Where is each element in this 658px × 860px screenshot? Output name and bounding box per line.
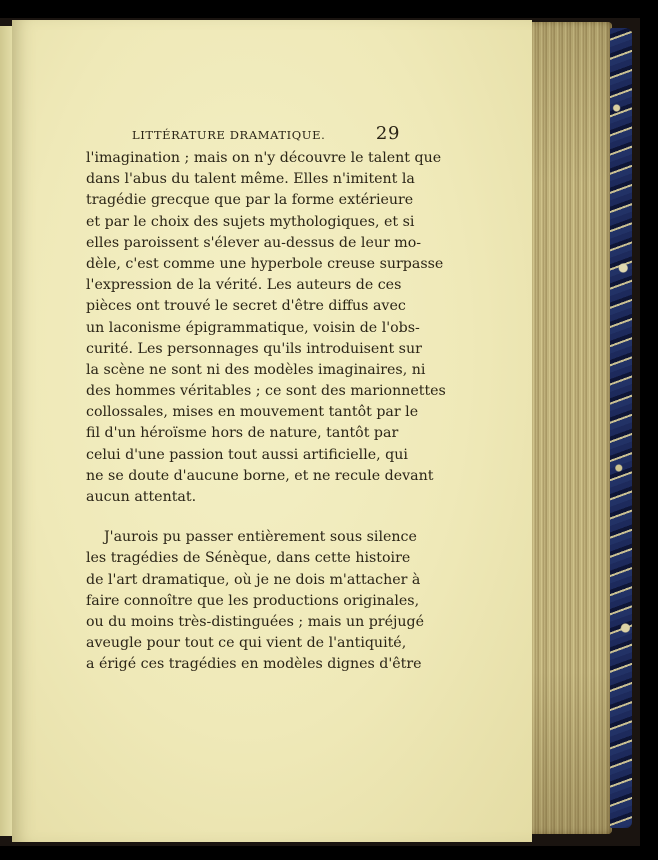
text-line: aucun attentat. [86, 489, 197, 505]
page-text [86, 148, 446, 676]
text-line: celui d'une passion tout aussi artificielle, qui [86, 446, 408, 463]
running-head-title: LITTÉRATURE DRAMATIQUE. [132, 128, 326, 142]
text-line: la scène ne sont ni des modèles imaginaires, ni [86, 361, 426, 378]
text-line: collossales, mises en mouvement tantôt par le [86, 404, 419, 421]
text-line: ne se doute d'aucune borne, et ne recule devant [86, 467, 434, 484]
text-line: un laconisme épigrammatique, voisin de l'obs- [86, 319, 420, 336]
text-line: a érigé ces tragédies en modèles dignes d'être [86, 656, 422, 673]
marbled-cover [610, 28, 632, 828]
running-head [132, 125, 400, 145]
text-line: et par le choix des sujets mythologiques, et si [86, 213, 415, 230]
text-line: faire connoître que les productions originales, [86, 592, 420, 609]
text-line: pièces ont trouvé le secret d'être diffus avec [86, 298, 406, 315]
text-line: des hommes véritables ; ce sont des marionnettes [86, 383, 446, 400]
text-line: de l'art dramatique, où je ne dois m'attacher à [86, 571, 421, 588]
paragraph-gap [86, 508, 398, 527]
text-line: les tragédies de Sénèque, dans cette histoire [86, 550, 411, 567]
text-line: l'expression de la vérité. Les auteurs de ces [86, 277, 402, 294]
page-number: 29 [375, 123, 400, 144]
text-line: aveugle pour tout ce qui vient de l'antiquité, [86, 635, 407, 652]
text-line: l'imagination ; mais on n'y découvre le talent que [86, 150, 442, 166]
text-line: elles paroissent s'élever au-dessus de leur mo- [86, 234, 422, 251]
text-line: tragédie grecque que par la forme extérieure [86, 192, 414, 209]
text-line: dèle, c'est comme une hyperbole creuse surpasse [86, 255, 444, 272]
text-line: J'aurois pu passer entièrement sous silence [104, 529, 417, 546]
text-line: dans l'abus du talent même. Elles n'imitent la [86, 171, 415, 188]
text-line: curité. Les personnages qu'ils introduisent sur [86, 340, 422, 357]
text-line: fil d'un héroïsme hors de nature, tantôt par [86, 425, 399, 442]
text-line: ou du moins très-distinguées ; mais un préjugé [86, 613, 424, 630]
